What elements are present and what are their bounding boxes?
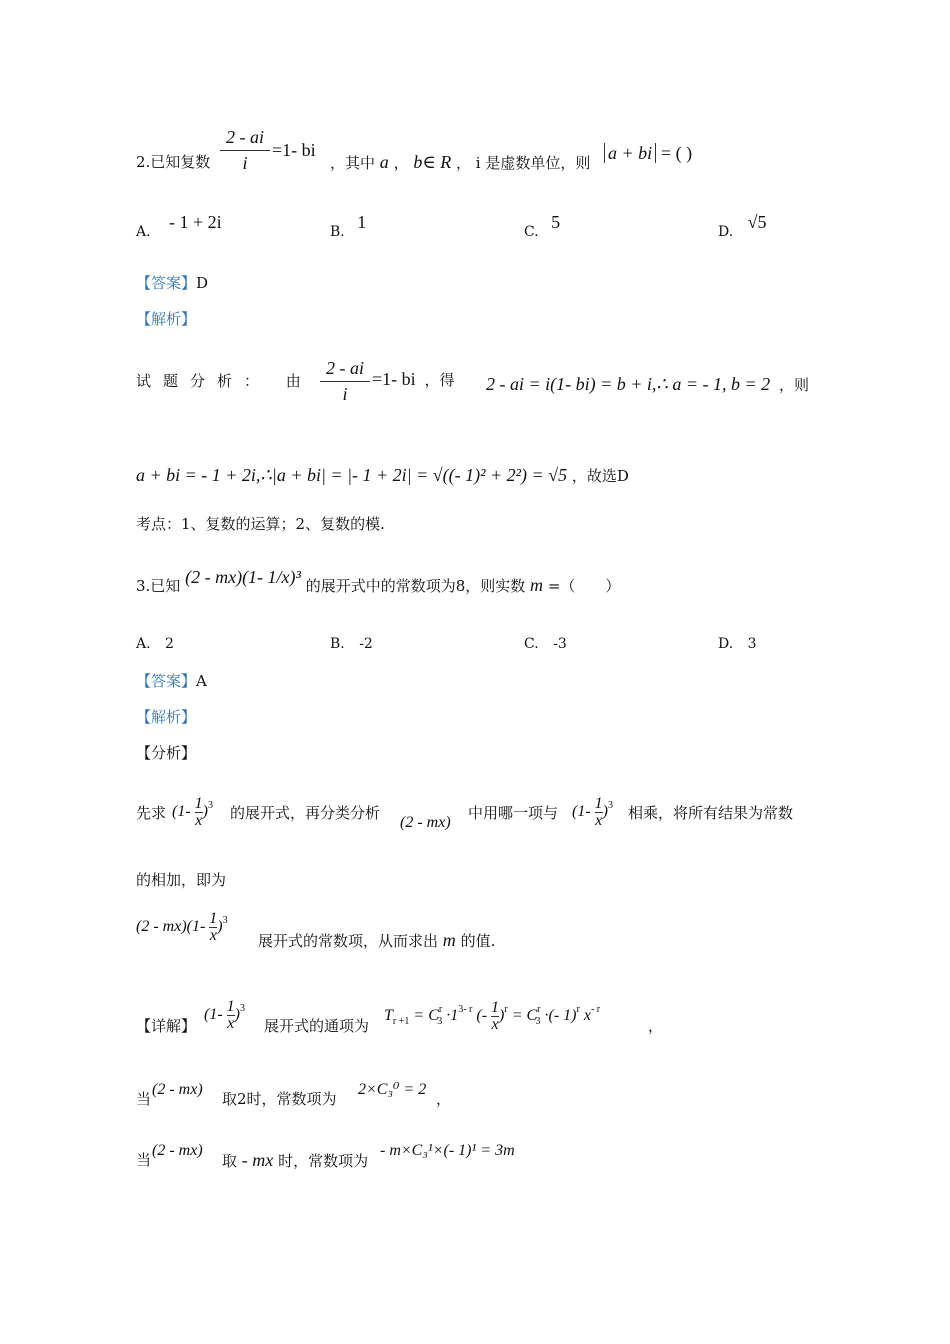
q3-dang2-expr: - m×C₃¹×(- 1)¹ = 3m [380, 1142, 515, 1159]
q3-stem-suffix: 的展开式中的常数项为8，则实数 [305, 577, 526, 595]
q3-option-d [718, 636, 757, 652]
q2-kaodian-text: 考点：1、复数的运算；2、复数的模. [136, 515, 385, 533]
q3-fenxi-tag-line [136, 743, 196, 763]
q3-stem-prefix: 3.已知 [136, 577, 181, 595]
q2-option-c-value: 5 [551, 212, 561, 232]
q3-fenxi-line1c [468, 803, 558, 823]
q3-xiangjie-tag: 【详解】 [136, 1017, 197, 1035]
q3-option-d-label: D. [718, 636, 734, 652]
q2-option-a-label: A. [136, 224, 151, 240]
q2-comma2: ， [455, 154, 471, 172]
q3-dang2-line [136, 1150, 151, 1170]
q3-option-b-label: B. [330, 636, 345, 652]
q2-analysis-lead: 试题分析： [136, 372, 272, 390]
q3-dang1-text [222, 1089, 337, 1109]
q3-dang1-c: ， [436, 1090, 452, 1108]
q3-analysis-tag: 【解析】 [136, 708, 197, 726]
q3-option-b-value: -2 [359, 636, 373, 652]
q2-option-b-value: 1 [357, 212, 367, 232]
q2-option-d-label: D. [718, 224, 734, 240]
q2-tail: = ( ) [660, 143, 693, 163]
q3-dang2-a: 当 [136, 1151, 152, 1169]
q3-general-term: $T_{r +1} = C^r_3 \cdot 1^{3- r}$ (- $\frac{1}{x}$ )$^r = C^r_3$ ·(- 1)$^r$ $x^{- r}$ [384, 999, 601, 1033]
q3-option-d-value: 3 [747, 636, 757, 652]
q2-analysis-tag-line [136, 309, 196, 329]
q2-analysis-expr: 2 - ai = i(1- bi) = b + i,∴ a = - 1, b = 2 [486, 374, 771, 394]
q3-fenxi-5: 的相加，即为 [136, 871, 227, 889]
q2-analysis-frac-num: 2 - ai [326, 358, 364, 378]
q2-analysis-lead-line [136, 371, 301, 391]
q3-dang1-a: 当 [136, 1090, 152, 1108]
q3-dang2-neg: - mx [241, 1150, 274, 1170]
q3-fenxi-line3 [258, 930, 495, 951]
q3-fenxi-1: 先求 [136, 804, 167, 822]
q3-fenxi-line1d [628, 803, 793, 823]
q2-option-c-label: C. [524, 224, 539, 240]
q3-option-a [136, 636, 174, 652]
q2-option-b-label: B. [330, 224, 345, 240]
q3-xiangjie-expr1: (1- $\frac{1}{x}$ )$^3$ [204, 998, 245, 1032]
q3-option-c-value: -3 [553, 636, 567, 652]
q2-analysis-expr-line [486, 374, 809, 395]
q3-dang1-factor: (2 - mx) [152, 1081, 203, 1098]
q2-analysis-frac-den: i [342, 384, 348, 404]
q2-kaodian [136, 514, 385, 534]
q2-frac-den: i [242, 153, 248, 173]
q3-fenxi-expr4: (2 - mx)(1- $\frac{1}{x}$ )$^3$ [136, 910, 228, 944]
q2-line2-tail: ，故选D [571, 467, 629, 485]
q2-option-d-value: √5 [747, 212, 767, 232]
q2-option-a-value: - 1 + 2i [169, 212, 222, 232]
q3-option-c-label: C. [524, 636, 539, 652]
q3-dang2-text [222, 1150, 368, 1171]
q3-fenxi-expr3: (1- $\frac{1}{x}$ )$^3$ [572, 795, 613, 829]
q2-analysis-fraction [320, 358, 370, 405]
q3-dang1-b: 取2时，常数项为 [222, 1090, 337, 1108]
q2-fraction [220, 127, 270, 174]
q2-frac-num: 2 - ai [226, 127, 264, 147]
q3-option-c [524, 636, 567, 652]
q3-fenxi-m: m [442, 930, 456, 950]
q2-answer-value: D [196, 274, 209, 292]
q2-stem [136, 152, 210, 172]
q3-xiangjie-text [264, 1016, 369, 1036]
q3-answer-tag: 【答案】 [136, 672, 197, 690]
q2-line2-expr: a + bi = - 1 + 2i,∴|a + bi| = |- 1 + 2i| = √((- 1)² + 2²) = √5 [136, 465, 568, 485]
q3-fenxi-line1 [136, 803, 166, 823]
q3-fenxi-tag: 【分析】 [136, 744, 197, 762]
q3-fenxi-7: 的值. [460, 932, 496, 950]
q2-analysis-line2 [136, 465, 629, 486]
q3-dang2-factor: (2 - mx) [152, 1142, 203, 1159]
q3-m-var: m [530, 575, 544, 595]
q2-analysis-eq: =1- bi [372, 369, 416, 389]
q3-dang1-line [136, 1089, 151, 1109]
q2-analysis-tag: 【解析】 [136, 310, 197, 328]
q3-dang2-c: 时，常数项为 [278, 1152, 369, 1170]
q3-xiangjie-line [136, 1016, 196, 1036]
q2-stem-rest [272, 140, 316, 161]
q2-abs [604, 143, 692, 164]
q2-analysis-you: 由 [285, 372, 301, 390]
q3-stem-tail: =（ ） [547, 577, 621, 595]
q2-abs-expr: a + bi [604, 143, 656, 163]
q3-option-a-label: A. [136, 636, 151, 652]
q2-mid-text: ，其中 [330, 154, 376, 172]
q3-dang2-b: 取 [222, 1152, 238, 1170]
q2-eq-rhs: =1- bi [272, 140, 316, 160]
q3-option-a-value: 2 [165, 636, 174, 652]
q2-comma1: ， [393, 154, 409, 172]
q3-answer-line [136, 671, 207, 691]
q3-stem-expr: (2 - mx)(1- 1/x)³ [185, 567, 301, 587]
q2-answer-tag: 【答案】 [136, 274, 197, 292]
q2-analysis-eq-line [372, 369, 454, 390]
q3-xiangjie-1: 展开式的通项为 [264, 1017, 370, 1035]
q2-analysis-de: ，得 [424, 371, 455, 389]
q2-i-desc: 是虚数单位，则 [485, 154, 591, 172]
q2-option-a [136, 212, 222, 241]
q3-fenxi-line1b [230, 803, 380, 823]
q3-fenxi-4: 相乘，将所有结果为常数 [628, 804, 794, 822]
q3-fenxi-3: 中用哪一项与 [468, 804, 559, 822]
q3-fenxi-expr2: (2 - mx) [400, 814, 451, 831]
q3-dang1-comma [436, 1089, 451, 1109]
q2-option-d [718, 212, 767, 241]
q3-xiangjie-2: ， [648, 1017, 664, 1035]
q3-fenxi-2: 的展开式，再分类分析 [230, 804, 381, 822]
q2-stem-rest2 [330, 152, 590, 173]
q2-b-in-r: b∈ R [413, 152, 452, 172]
q2-stem-prefix: 2.已知复数 [136, 153, 211, 171]
q3-analysis-tag-line [136, 707, 196, 727]
q2-answer-line [136, 273, 208, 293]
q3-fenxi-line2 [136, 870, 226, 890]
q2-analysis-ze: ，则 [778, 376, 809, 394]
q3-xiangjie-comma [648, 1016, 663, 1036]
q2-var-a: a [379, 152, 389, 172]
q2-option-b [330, 212, 367, 241]
q3-option-b [330, 636, 373, 652]
q2-i-word: i [475, 154, 481, 172]
q2-option-c [524, 212, 561, 241]
q3-dang1-expr: 2×C₃⁰ = 2 [358, 1081, 427, 1098]
q3-fenxi-expr1: (1- $\frac{1}{x}$ )$^3$ [172, 795, 213, 829]
q3-stem [136, 567, 621, 596]
q3-answer-value: A [196, 672, 207, 690]
q3-fenxi-6: 展开式的常数项，从而求出 [258, 932, 439, 950]
